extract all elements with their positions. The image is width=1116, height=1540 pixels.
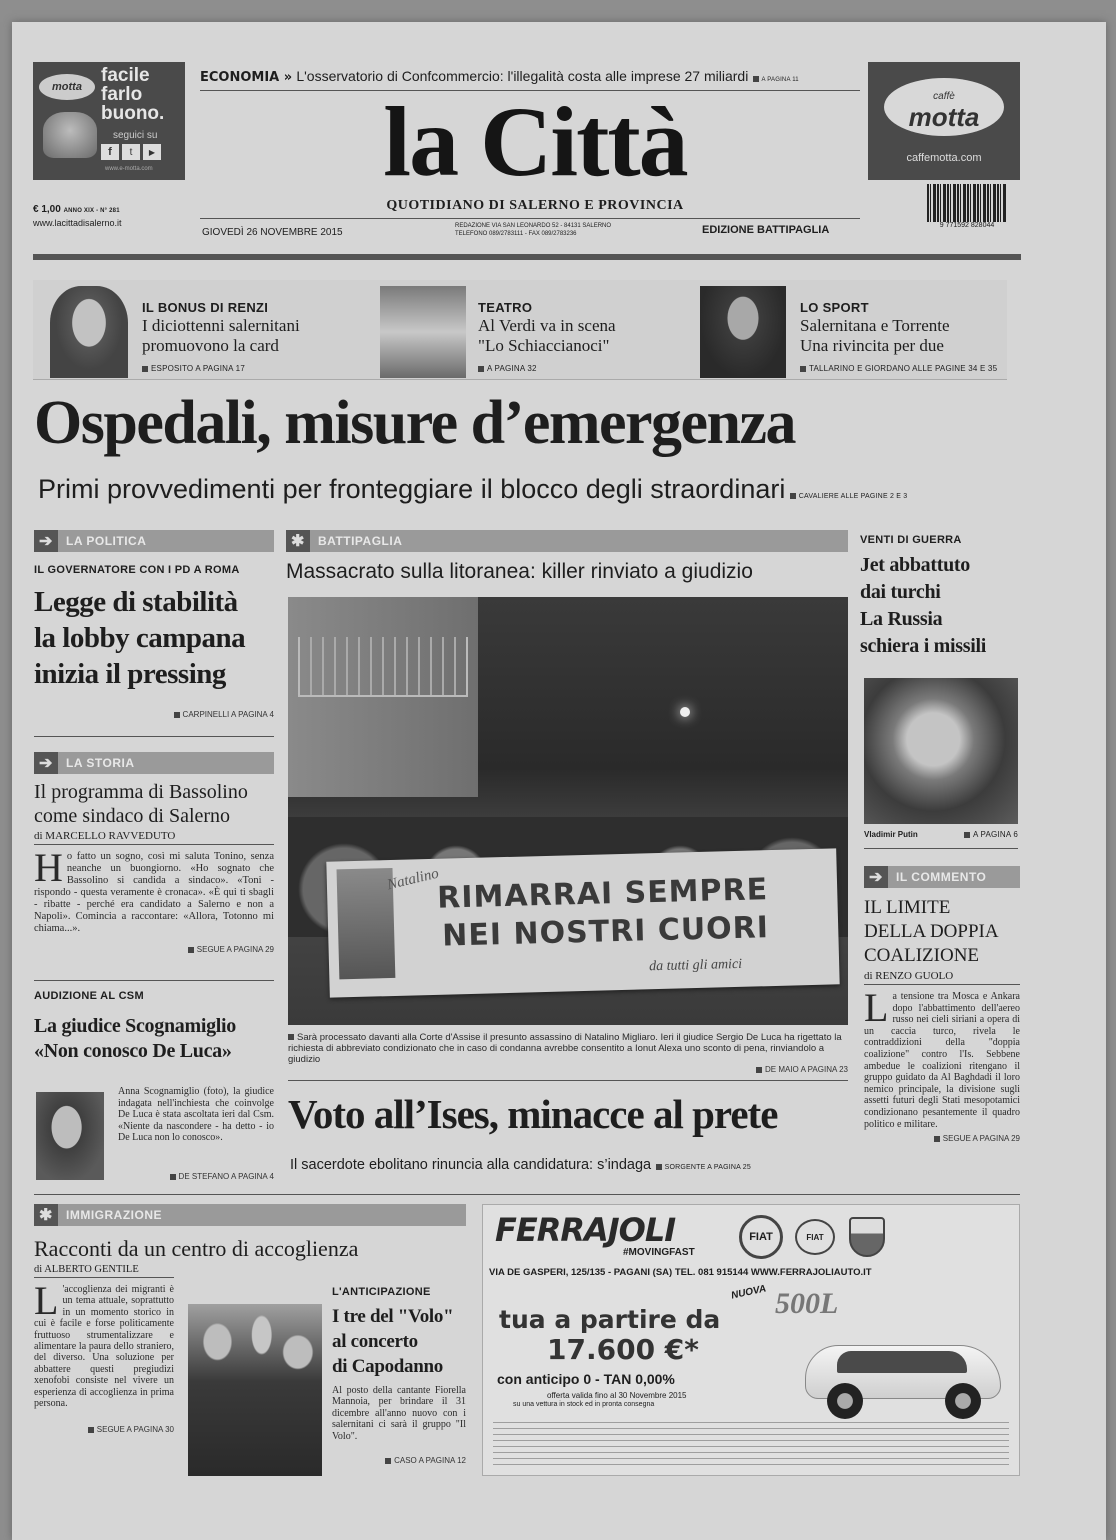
- follow-label: seguici su: [113, 130, 158, 141]
- guerra-headline-line-4: schiera i missili: [860, 635, 987, 657]
- dropcap: L: [864, 985, 889, 1030]
- twitter-icon[interactable]: t: [122, 144, 140, 160]
- teaser-title-line-2: promuovono la card: [142, 336, 279, 355]
- price: [33, 204, 120, 215]
- teaser-title-line-1: I diciottenni salernitani: [142, 316, 300, 335]
- main-subhead-text: Primi provvedimenti per fronteggiare il blocco degli straordinari: [38, 474, 786, 504]
- motta-logo-text: motta: [52, 81, 82, 93]
- ref-square-icon: [934, 1136, 940, 1142]
- main-subhead: [38, 474, 907, 505]
- ref-square-icon: [188, 947, 194, 953]
- ref-square-icon: [964, 832, 970, 838]
- storia-body: [34, 845, 274, 935]
- immigrazione-body: [34, 1278, 174, 1410]
- edition: EDIZIONE BATTIPAGLIA: [702, 224, 830, 236]
- storia-body-text: o fatto un sogno, così mi saluta Tonino, senza neanche un buongiorno. «Ho sognato che Bassolino si candida a sindaco». «Toni - rispondo - questa veramente è cronaca». «È qui ti sbagli - ribatte - perché era candidato a Salerno e non a Napoli». Comincia a raccontare: «Allora, Totonno mi chiama...».: [34, 851, 274, 934]
- section-bar-immigrazione: [34, 1204, 466, 1226]
- putin-caption-text: Vladimir Putin: [864, 830, 918, 839]
- battipaglia-caption-text: Sarà processato davanti alla Corte d'Assise il presunto assassino di Natalino Migliaro. Ieri il giudice Sergio De Luca ha rigettato la richiesta di abbreviato condizionato che in caso di condanna avrebbe consentito a Ionut Alexa uno sconto di pena, rinviandolo a giudizio: [288, 1032, 842, 1065]
- motta-brand-text: motta: [908, 102, 980, 132]
- volo-headline-line-1: I tre del "Volo": [332, 1306, 454, 1327]
- teaser-ref-text: ESPOSITO A PAGINA 17: [151, 364, 245, 373]
- ises-headline[interactable]: Voto all’Ises, minacce al prete: [288, 1091, 778, 1137]
- guerra-article[interactable]: [860, 530, 1020, 660]
- bottom-section-rule: [34, 1194, 1020, 1195]
- caffe-text: caffè: [933, 91, 955, 102]
- economia-ref-text: A PAGINA 11: [761, 77, 799, 83]
- balcony: [298, 637, 468, 697]
- immigrazione-byline: di ALBERTO GENTILE: [34, 1264, 174, 1278]
- social-icons: [101, 144, 161, 160]
- header-bottom-rule: [33, 254, 1021, 260]
- memorial-banner: [326, 848, 839, 997]
- caffe-motta-logo: [884, 78, 1004, 136]
- barcode: [927, 184, 1007, 222]
- ises-subhead-text: Il sacerdote ebolitano rinuncia alla candidatura: s’indaga: [290, 1157, 652, 1173]
- section-bar-commento: [864, 866, 1020, 888]
- teaser-renzi[interactable]: [44, 284, 354, 384]
- section-label: IL COMMENTO: [896, 870, 987, 884]
- arrow-right-icon: ➔: [864, 866, 888, 888]
- commento-body: [864, 985, 1020, 1130]
- dateline-rule-top: [200, 218, 860, 219]
- immigrazione-ref: [34, 1425, 174, 1434]
- guerra-ref-text: A PAGINA 6: [973, 830, 1018, 839]
- teaser-ref: [800, 364, 997, 373]
- col-divider: [34, 980, 274, 981]
- croissant-image: [43, 112, 97, 158]
- ferrajoli-hashtag: #MOVINGFAST: [623, 1247, 695, 1258]
- volo-article[interactable]: [332, 1286, 466, 1465]
- politica-headline-line-1: Legge di stabilità: [34, 586, 238, 618]
- main-headline[interactable]: Ospedali, misure d’emergenza: [34, 389, 796, 457]
- csm-body: Anna Scognamiglio (foto), la giudice indagata nell'inchiesta che coinvolge De Luca è stata ascoltata ieri dal Csm. «Niente da nascondere - ha detto - io De Luca non lo conosco».: [118, 1086, 274, 1143]
- section-bar-storia: [34, 752, 274, 774]
- volo-kicker: L'ANTICIPAZIONE: [332, 1286, 431, 1298]
- politica-kicker: IL GOVERNATORE CON I PD A ROMA: [34, 564, 240, 576]
- volo-body: Al posto della cantante Fiorella Mannoia, per brindare il 31 dicembre all'anno nuovo con i salernitani ci sarà il gruppo "Il Volo".: [332, 1385, 466, 1442]
- teaser-title-line-1: Al Verdi va in scena: [478, 316, 616, 335]
- teaser-kicker: LO SPORT: [800, 300, 869, 315]
- ad-nuova: NUOVA: [730, 1283, 768, 1302]
- storia-byline: di MARCELLO RAVVEDUTO: [34, 830, 274, 845]
- politica-ref: [34, 710, 274, 719]
- storia-ref-text: SEGUE A PAGINA 29: [196, 945, 274, 954]
- battipaglia-caption: [288, 1032, 848, 1065]
- motta-logo: [39, 74, 95, 100]
- immigrazione-headline: Racconti da un centro di accoglienza: [34, 1236, 359, 1261]
- ref-square-icon: [142, 366, 148, 372]
- fiat-professional-logo: FIAT: [795, 1219, 835, 1255]
- dropcap: H: [34, 845, 63, 890]
- ferrajoli-ad[interactable]: [482, 1204, 1020, 1476]
- guerra-headline: [860, 552, 1020, 660]
- ad-fine-print: su una vettura in stock ed in pronta consegna: [513, 1401, 655, 1408]
- csm-article[interactable]: [34, 990, 274, 1181]
- guerra-headline-line-1: Jet abbattuto: [860, 554, 970, 576]
- teaser-title-line-1: Salernitana e Torrente: [800, 316, 950, 335]
- arrow-right-icon: ➔: [34, 530, 58, 552]
- commento-headline-line-2: DELLA DOPPIA: [864, 921, 999, 942]
- immigrazione-col: [34, 1264, 174, 1434]
- ref-square-icon: [170, 1174, 176, 1180]
- ad-validity: offerta valida fino al 30 Novembre 2015: [547, 1391, 687, 1400]
- section-label: LA POLITICA: [66, 534, 147, 548]
- immigrazione-body-text: 'accoglienza dei migranti è un tema attuale, soprattutto in un momento storico in cui è facile e forse politicamente fruttuoso strumentalizzare e alimentare la paura dello straniero, del diverso. Una soluzione per abbattere questi pregiudizi xenofobi consiste nel vivere un esperienza di accoglienza in prima persona.: [34, 1284, 174, 1410]
- asterisk-icon: ✱: [34, 1204, 58, 1226]
- teaser-title-line-2: "Lo Schiaccianoci": [478, 336, 610, 355]
- ref-square-icon: [800, 366, 806, 372]
- commento-byline: di RENZO GUOLO: [864, 970, 1020, 985]
- ad-legal-text: [493, 1419, 1009, 1469]
- price-value: € 1,00: [33, 204, 61, 215]
- date: GIOVEDÌ 26 NOVEMBRE 2015: [202, 227, 343, 238]
- csm-headline-line-1: La giudice Scognamiglio: [34, 1015, 237, 1037]
- coach-photo: [700, 286, 786, 378]
- ref-square-icon: [478, 366, 484, 372]
- banner-line-2: NEI NOSTRI CUORI: [441, 910, 770, 954]
- teaser-kicker: IL BONUS DI RENZI: [142, 300, 269, 315]
- teaser-ref: [142, 364, 245, 373]
- ferrajoli-brand: FERRAJOLI: [495, 1211, 676, 1249]
- commento-article[interactable]: [864, 866, 1020, 1143]
- tagline: QUOTIDIANO DI SALERNO E PROVINCIA: [386, 198, 684, 213]
- csm-headline-line-2: «Non conosco De Luca»: [34, 1040, 232, 1062]
- fiat-logo: FIAT: [739, 1215, 783, 1259]
- facebook-icon[interactable]: f: [101, 144, 119, 160]
- guerra-ref: [964, 830, 1018, 839]
- col-divider: [34, 736, 274, 737]
- section-label: IMMIGRAZIONE: [66, 1208, 162, 1222]
- teaser-ref-text: TALLARINO E GIORDANO ALLE PAGINE 34 E 35: [809, 364, 998, 373]
- main-ref: [790, 493, 908, 500]
- ad-offer-2: 17.600 €*: [547, 1333, 699, 1366]
- ises-subhead: [290, 1156, 751, 1174]
- barcode-number: 9 771592 828044: [939, 222, 995, 229]
- ref-square-icon: [385, 1458, 391, 1464]
- judge-photo: [36, 1092, 104, 1180]
- csm-kicker: AUDIZIONE AL CSM: [34, 990, 144, 1002]
- redazione-line-2: TELEFONO 089/2783111 - FAX 089/2783236: [455, 231, 577, 237]
- asterisk-icon: ✱: [286, 530, 310, 552]
- ises-ref-text: SORGENTE A PAGINA 25: [664, 1164, 751, 1171]
- section-bar-politica: [34, 530, 274, 552]
- redazione: [455, 222, 611, 238]
- arrow-right-icon: ➔: [34, 752, 58, 774]
- immigrazione-ref-text: SEGUE A PAGINA 30: [96, 1425, 174, 1435]
- issue-number: ANNO XIX - N° 281: [63, 208, 120, 214]
- motta-slogan: [101, 66, 164, 123]
- commento-headline-line-3: COALIZIONE: [864, 945, 980, 966]
- immigrazione-article[interactable]: [34, 1204, 466, 1262]
- teaser-ref: [478, 364, 537, 373]
- teaser-title: [142, 316, 300, 356]
- commento-headline: [864, 896, 1020, 968]
- commento-ref: [864, 1134, 1020, 1143]
- col-divider: [864, 848, 1018, 849]
- volo-headline-line-3: di Capodanno: [332, 1356, 443, 1377]
- col-divider: [288, 1080, 848, 1081]
- csm-headline: [34, 1014, 274, 1064]
- abarth-logo: [849, 1217, 885, 1257]
- slogan-line-3: buono.: [101, 103, 165, 124]
- storia-headline: [34, 780, 274, 828]
- battipaglia-article[interactable]: [286, 530, 848, 584]
- politica-article[interactable]: [34, 530, 274, 719]
- ises-ref: [656, 1164, 751, 1171]
- teaser-teatro[interactable]: [374, 284, 684, 384]
- ref-square-icon: [174, 712, 180, 718]
- redazione-line-1: REDAZIONE VIA SAN LEONARDO 52 - 84131 SALERNO: [455, 223, 612, 229]
- motta-left-site[interactable]: www.e-motta.com: [105, 166, 153, 172]
- csm-ref: [118, 1172, 274, 1181]
- motta-ad-left[interactable]: [33, 62, 185, 180]
- teaser-ref-text: A PAGINA 32: [487, 364, 537, 373]
- economia-kicker: ECONOMIA »: [200, 70, 293, 85]
- ref-square-icon: [656, 1164, 662, 1170]
- commento-body-text: a tensione tra Mosca e Ankara dopo l'abbattimento dell'aereo russo nei cieli siriani a opera di un caccia turco, rivela le contraddizioni della "doppia coalizione" contro l'Is. Sebbene ambedue le coalizioni ritengano il gruppo guidato da Al Baghdadi il loro nemico principale, la divisione sugli assetti futuri degli Stati mesopotamici condizionano pesantemente il quadro politico e militare.: [864, 991, 1020, 1130]
- volo-ref-text: CASO A PAGINA 12: [394, 1456, 466, 1466]
- vigil-photo: [288, 597, 848, 1025]
- car-wheel-front: [827, 1383, 863, 1419]
- slogan-line-1: facile: [101, 65, 150, 86]
- politica-headline-line-3: inizia il pressing: [34, 658, 226, 690]
- teaser-title: [478, 316, 616, 356]
- teaser-title: [800, 316, 950, 356]
- motta-right-site[interactable]: caffemotta.com: [906, 152, 982, 164]
- ref-square-icon: [756, 1067, 762, 1073]
- ref-square-icon: [790, 493, 796, 499]
- volo-headline: [332, 1304, 466, 1379]
- battipaglia-headline: Massacrato sulla litoranea: killer rinviato a giudizio: [286, 560, 753, 583]
- banner-signature: da tutti gli amici: [648, 956, 743, 975]
- girl-photo: [50, 286, 128, 378]
- ref-square-icon: [288, 1034, 294, 1040]
- fiat-500l-car: [799, 1321, 1007, 1421]
- car-windows: [837, 1351, 967, 1373]
- section-label: BATTIPAGLIA: [318, 534, 403, 548]
- storia-headline-line-2: come sindaco di Salerno: [34, 805, 231, 827]
- masthead[interactable]: la Città: [383, 86, 687, 197]
- motta-ad-right[interactable]: [868, 62, 1020, 180]
- banner-name: Natalino: [385, 865, 441, 894]
- politica-headline-line-2: la lobby campana: [34, 622, 246, 654]
- ferrajoli-address: VIA DE GASPERI, 125/135 - PAGANI (SA) TEL. 081 915144 WWW.FERRAJOLIAUTO.IT: [489, 1267, 872, 1278]
- commento-headline-line-1: IL LIMITE: [864, 897, 951, 918]
- teaser-kicker: TEATRO: [478, 300, 533, 315]
- volo-headline-line-2: al concerto: [332, 1331, 418, 1352]
- ad-offer-1: tua a partire da: [499, 1305, 721, 1334]
- teaser-title-line-2: Una rivincita per due: [800, 336, 944, 355]
- politica-ref-text: CARPINELLI A PAGINA 4: [182, 710, 274, 719]
- guerra-kicker: VENTI DI GUERRA: [860, 534, 962, 546]
- section-label: LA STORIA: [66, 756, 135, 770]
- youtube-icon[interactable]: ▶: [143, 144, 161, 160]
- putin-caption: [864, 830, 1018, 839]
- car-wheel-rear: [945, 1383, 981, 1419]
- teaser-sport[interactable]: [696, 284, 1016, 384]
- ad-model: 500L: [775, 1287, 839, 1320]
- ballet-photo: [380, 286, 466, 378]
- guerra-headline-line-3: La Russia: [860, 608, 943, 630]
- newspaper-page: [12, 22, 1106, 1540]
- main-ref-text: CAVALIERE ALLE PAGINE 2 E 3: [798, 493, 908, 500]
- storia-article[interactable]: [34, 752, 274, 954]
- commento-ref-text: SEGUE A PAGINA 29: [942, 1134, 1020, 1144]
- dropcap: L: [34, 1278, 59, 1323]
- storia-ref: [34, 945, 274, 954]
- politica-headline: [34, 584, 274, 692]
- building-facade: [288, 597, 478, 797]
- battipaglia-ref: [632, 1065, 848, 1074]
- street-lamp: [680, 707, 690, 717]
- guerra-headline-line-2: dai turchi: [860, 581, 941, 603]
- banner-line-1: RIMARRAI SEMPRE: [436, 872, 769, 916]
- ad-offer-3: con anticipo 0 - TAN 0,00%: [497, 1371, 675, 1387]
- putin-photo: [864, 678, 1018, 824]
- volo-ref: [332, 1456, 466, 1465]
- economia-text: L'osservatorio di Confcommercio: l'illegalità costa alle imprese 27 miliardi: [296, 68, 749, 84]
- website[interactable]: www.lacittadisalerno.it: [33, 218, 122, 228]
- storia-headline-line-1: Il programma di Bassolino: [34, 781, 248, 803]
- csm-ref-text: DE STEFANO A PAGINA 4: [178, 1172, 274, 1181]
- slogan-line-2: farlo: [101, 84, 143, 105]
- section-bar-battipaglia: [286, 530, 848, 552]
- il-volo-photo: [188, 1304, 322, 1476]
- ref-square-icon: [88, 1427, 94, 1433]
- battipaglia-ref-text: DE MAIO A PAGINA 23: [765, 1065, 848, 1074]
